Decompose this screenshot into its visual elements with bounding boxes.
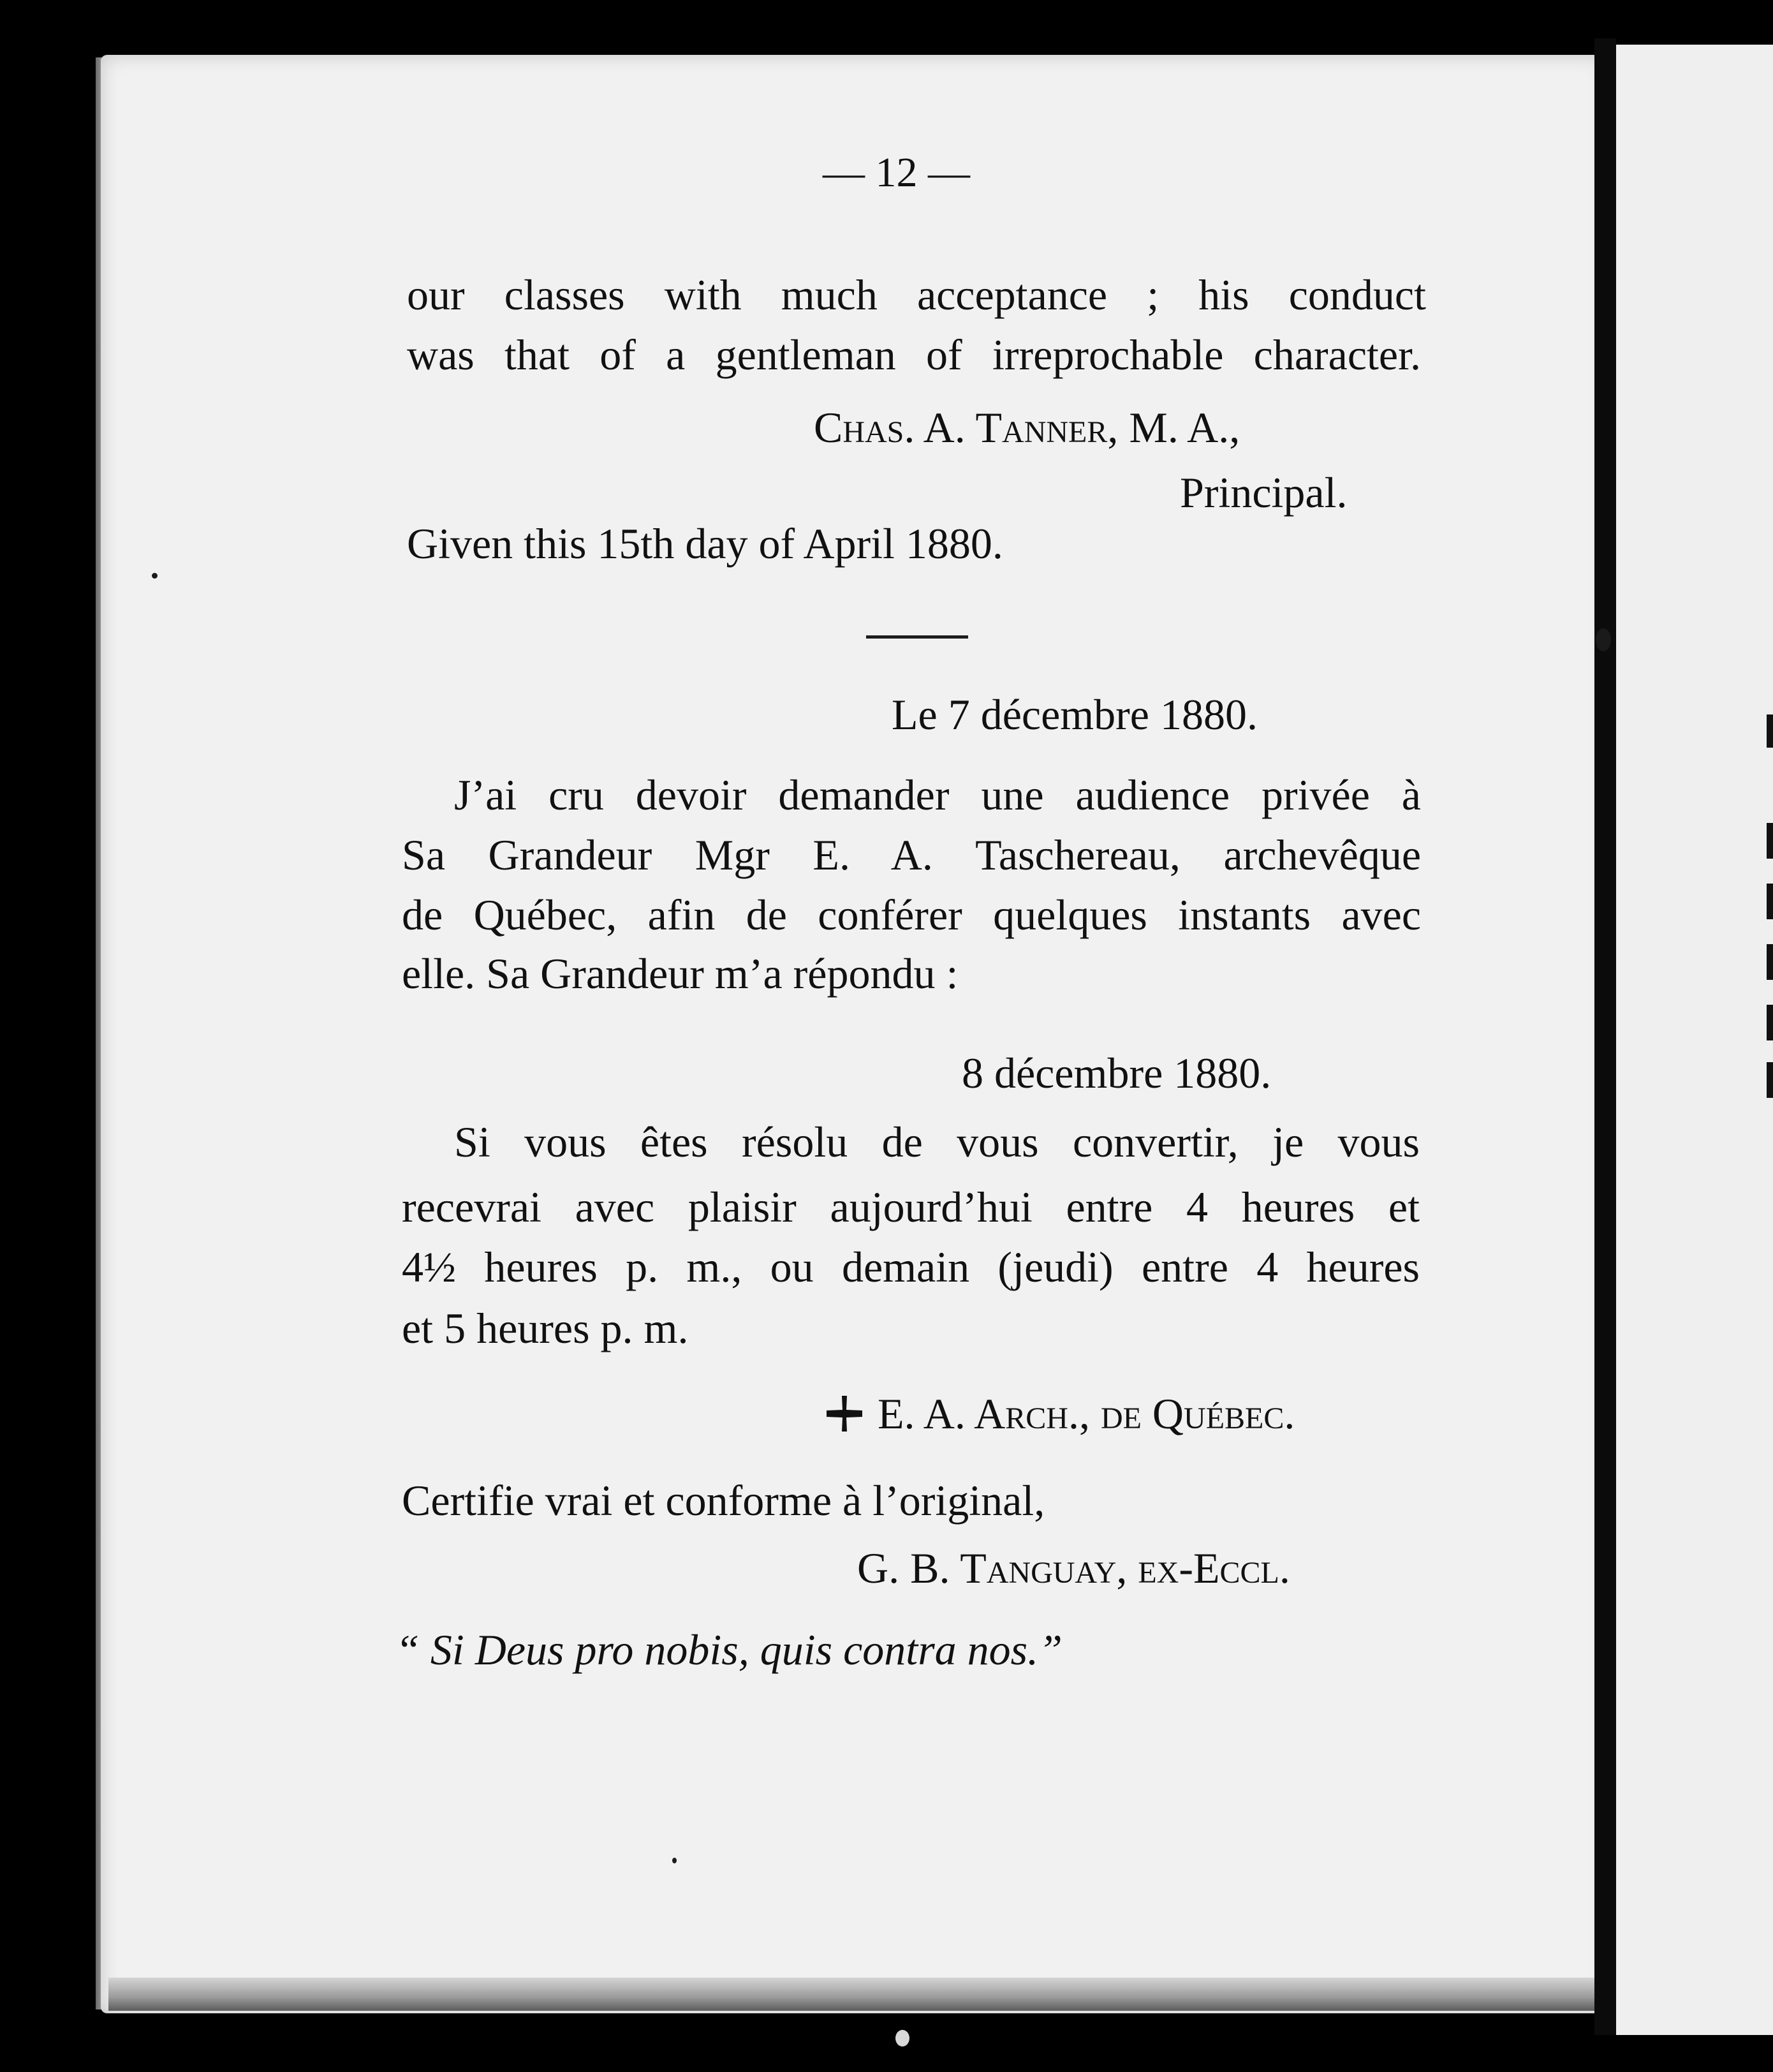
text-line: elle. Sa Grandeur m’a répondu : bbox=[402, 949, 959, 998]
dateline: 8 décembre 1880. bbox=[962, 1049, 1272, 1097]
given-date: Given this 15th day of April 1880. bbox=[407, 519, 1003, 568]
text-line: et 5 heures p. m. bbox=[402, 1304, 689, 1352]
certifier-signature: G. B. Tanguay, ex-Eccl. bbox=[857, 1544, 1290, 1592]
facing-page-glyph bbox=[1767, 714, 1773, 748]
facing-page-glyph bbox=[1767, 1005, 1773, 1040]
facing-page-glyph bbox=[1767, 1062, 1773, 1098]
page-edge-bottom bbox=[108, 1978, 1601, 2011]
facing-page-glyph bbox=[1767, 944, 1773, 980]
text-line: 4½ heures p. m., ou demain (jeudi) entre 4 heures bbox=[402, 1243, 1420, 1291]
speck bbox=[895, 2030, 909, 2046]
text-line: Certifie vrai et conforme à l’original, bbox=[402, 1476, 1045, 1525]
speck bbox=[1596, 628, 1611, 651]
text-line: was that of a gentleman of irreprochable character. bbox=[407, 330, 1421, 379]
book-gutter bbox=[1594, 38, 1616, 2035]
dateline: Le 7 décembre 1880. bbox=[892, 690, 1258, 739]
signer-name: Chas. A. Tanner, M. A., bbox=[814, 403, 1240, 452]
archbishop-signature: E. A. Arch., de Québec. bbox=[878, 1389, 1295, 1438]
text-line: our classes with much acceptance ; his conduct bbox=[407, 270, 1426, 319]
facing-page-fragment bbox=[1616, 45, 1773, 2035]
text-line: de Québec, afin de conférer quelques instants avec bbox=[402, 891, 1421, 939]
speck bbox=[152, 573, 158, 579]
section-divider bbox=[866, 635, 968, 639]
signer-title: Principal. bbox=[1180, 468, 1348, 517]
motto: “ Si Deus pro nobis, quis contra nos.” bbox=[395, 1625, 1063, 1674]
speck bbox=[672, 1858, 677, 1863]
page-number: — 12 — bbox=[823, 149, 970, 196]
text-line: Sa Grandeur Mgr E. A. Taschereau, archevêque bbox=[402, 831, 1421, 879]
facing-page-glyph bbox=[1767, 823, 1773, 859]
text-line: Si vous êtes résolu de vous convertir, je vous bbox=[454, 1118, 1420, 1166]
text-line: recevrai avec plaisir aujourd’hui entre 4 heures et bbox=[402, 1183, 1420, 1231]
text-line: J’ai cru devoir demander une audience privée à bbox=[454, 771, 1421, 819]
episcopal-cross-icon bbox=[824, 1393, 865, 1434]
facing-page-glyph bbox=[1767, 884, 1773, 919]
